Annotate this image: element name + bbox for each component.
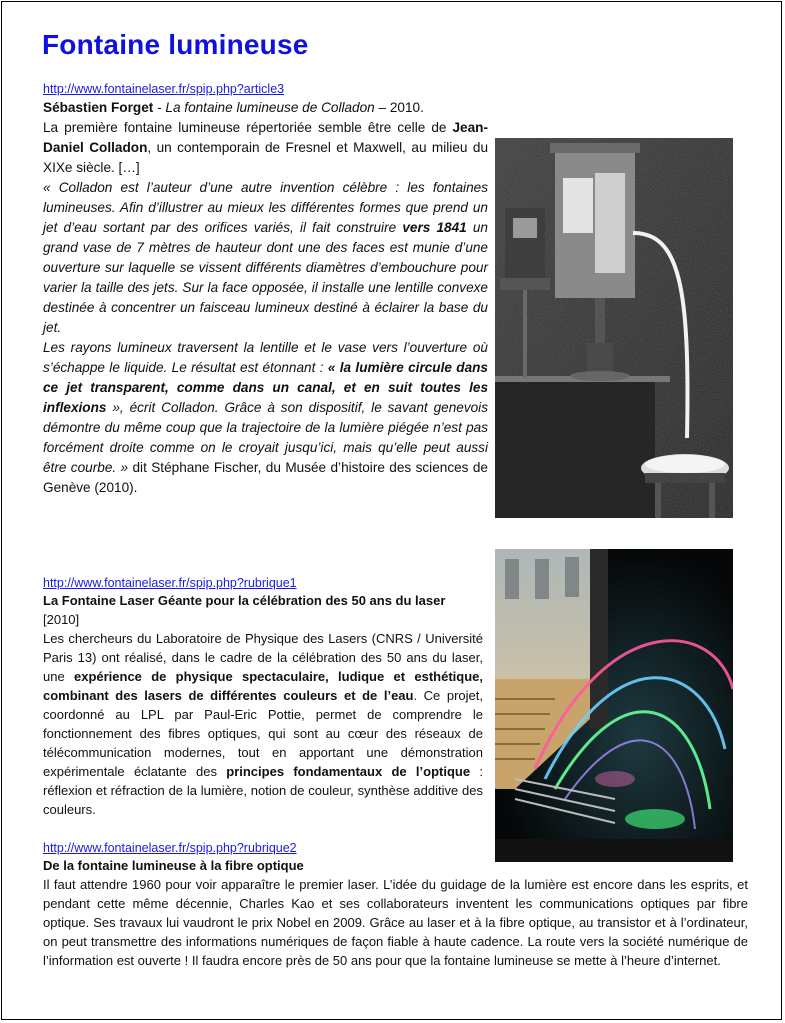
colladon-apparatus-image	[495, 138, 733, 518]
citation-line: Sébastien Forget - La fontaine lumineuse de Colladon – 2010.	[43, 100, 424, 115]
colladon-name: Jean-Daniel Colladon	[43, 120, 488, 155]
rubrique1-link[interactable]: http://www.fontainelaser.fr/spip.php?rubrique1	[43, 576, 297, 590]
quote-paragraph-2: Les rayons lumineux traversent la lentille et le vase vers l’ouverture où s’échappe le liquide. Le résultat est étonnant : « la lumière circule dans ce jet transparent, comme dans un canal, et en suit toutes les inflexions », écrit Colladon. Grâce à son dispositif, le savant genevois démontre du même coup que la trajectoire de la lumière piégée n’est pas forcément droite comme on le croyait jusqu’ici, mais qu’elle peut aussi être courbe. » dit Stéphane Fischer, du Musée d’histoire des sciences de Genève (2010).	[43, 340, 488, 495]
fiber-optics-heading: De la fontaine lumineuse à la fibre optique	[43, 858, 304, 873]
laser-fountain-heading: La Fontaine Laser Géante pour la célébration des 50 ans du laser	[43, 593, 446, 608]
intro-paragraph: La première fontaine lumineuse répertoriée semble être celle de Jean-Daniel Colladon, un contemporain de Fresnel et Maxwell, au milieu du XIXe siècle. […]	[43, 120, 488, 175]
laser-fountain-image	[495, 549, 733, 862]
laser-fountain-paragraph: Les chercheurs du Laboratoire de Physique des Lasers (CNRS / Université Paris 13) ont réalisé, dans le cadre de la célébration des 50 ans du laser, une expérience de physique spectaculaire, ludique et esthétique, combinant des lasers de différentes couleurs et de l’eau. Ce projet, coordonné au LPL par Paul-Eric Pottie, permet de comprendre le fonctionnement des fibres optiques, qui sont au cœur des réseaux de télécommunication modernes, tout en apportant une démonstration expérimentale éclatante des principes fondamentaux de l’optique : réflexion et réfraction de la lumière, notion de couleur, synthèse additive des couleurs.	[43, 631, 483, 817]
section-colladon	[43, 80, 488, 498]
laser-fountain-year: [2010]	[43, 612, 80, 627]
rubrique2-link[interactable]: http://www.fontainelaser.fr/spip.php?rubrique2	[43, 841, 297, 855]
section-fiber-optics	[43, 839, 748, 970]
document-page	[1, 1, 782, 1020]
page-title: Fontaine lumineuse	[42, 29, 309, 60]
section-laser-fountain	[43, 574, 483, 819]
article3-link[interactable]: http://www.fontainelaser.fr/spip.php?article3	[43, 82, 285, 96]
quote-paragraph-1: « Colladon est l’auteur d’une autre invention célèbre : les fontaines lumineuses. Afin d’illustrer au mieux les différentes formes que prend un jet d’eau sortant par des orifices variés, il fait construire vers 1841 un grand vase de 7 mètres de hauteur dont une des faces est munie d’une ouverture sur laquelle se vissent différents diamètres d’embouchure pour varier la taille des jets. Sur la face opposée, il installe une lentille convexe destinée à concentrer un faisceau lumineux destiné à éclairer la base du jet.	[43, 180, 488, 335]
author-name: Sébastien Forget	[43, 100, 154, 115]
fiber-optics-paragraph: Il faut attendre 1960 pour voir apparaître le premier laser. L’idée du guidage de la lumière est encore dans les esprits, et pendant cette même décennie, Charles Kao et ses collaborateurs inventent les communications optiques par fibre optique. Ses travaux lui vaudront le prix Nobel en 2009. Grâce au laser et à la fibre optique, au transistor et à l’ordinateur, on peut transmettre des informations numériques de façon fiable à haute cadence. La route vers la société numérique de l’information est ouverte ! Il faudra encore près de 50 ans pour que la fontaine lumineuse se mette à l’heure d’internet.	[43, 877, 748, 968]
work-title: La fontaine lumineuse de Colladon	[165, 100, 375, 115]
